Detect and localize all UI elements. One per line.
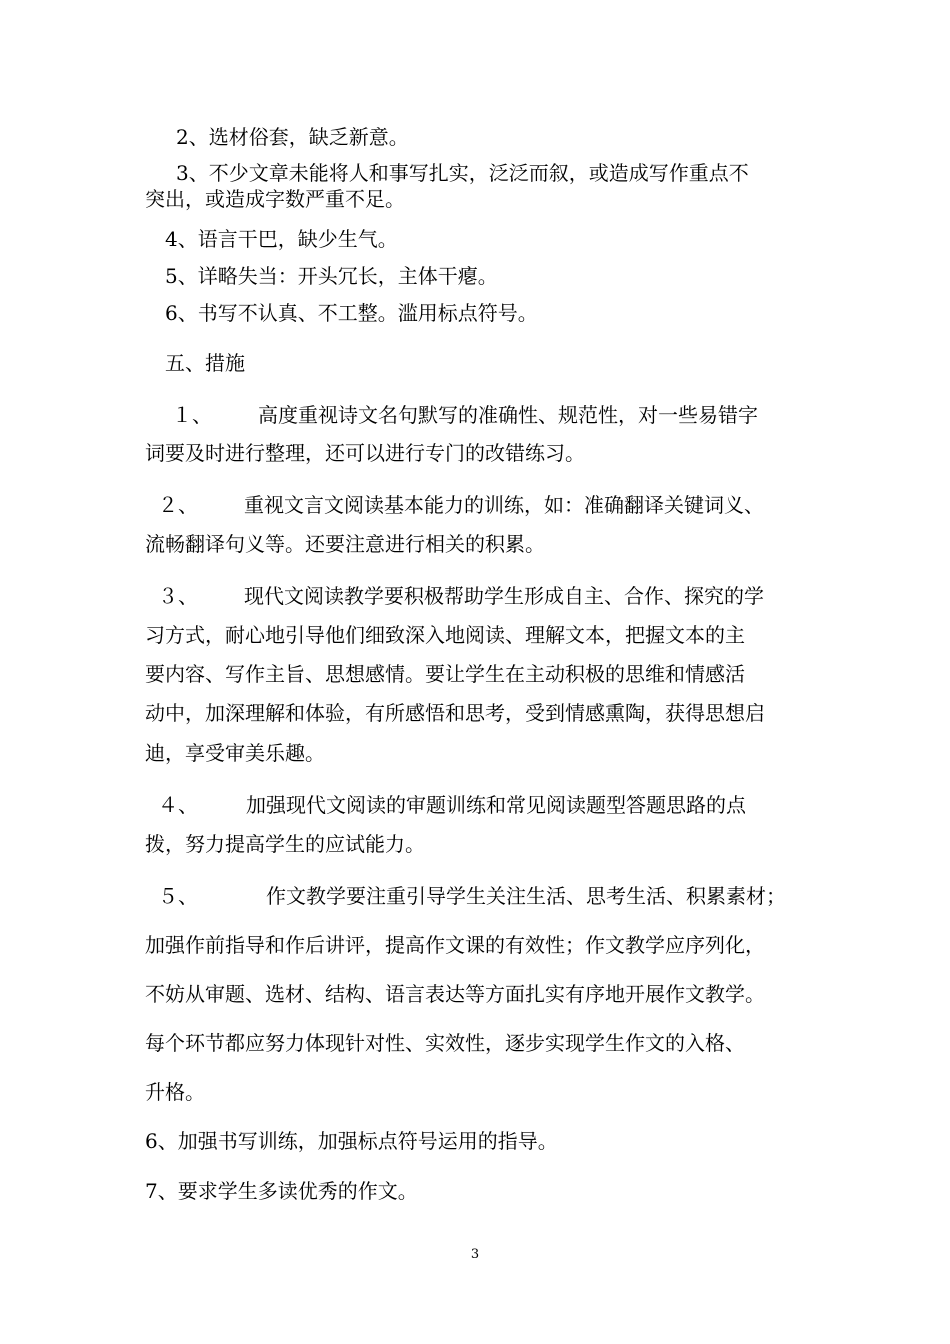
measure-4-text: 加强现代文阅读的审题训练和常见阅读题型答题思路的点	[246, 793, 746, 817]
problem-item-6: 6、书写不认真、不工整。滥用标点符号。	[165, 301, 538, 325]
measure-5-number: ５、	[158, 884, 198, 908]
measure-1-text: 高度重视诗文名句默写的准确性、规范性，对一些易错字	[258, 403, 758, 427]
problem-item-4: 4、语言干巴，缺少生气。	[165, 227, 398, 251]
measure-3-line-2: 习方式，耐心地引导他们细致深入地阅读、理解文本，把握文本的主	[145, 623, 745, 647]
problem-item-2: 2、选材俗套，缺乏新意。	[176, 125, 409, 149]
measure-5-line-2: 加强作前指导和作后讲评，提高作文课的有效性；作文教学应序列化，	[145, 933, 765, 957]
measure-5-line-5: 升格。	[145, 1080, 205, 1104]
measure-4-number: ４、	[158, 793, 198, 817]
problem-item-5: 5、详略失当：开头冗长，主体干瘪。	[165, 264, 498, 288]
measure-2-line-1	[158, 492, 838, 518]
measure-4-line-2: 拨，努力提高学生的应试能力。	[145, 832, 425, 856]
section-heading: 五、措施	[165, 351, 245, 375]
measure-3-line-3: 要内容、写作主旨、思想感情。要让学生在主动积极的思维和情感活	[145, 662, 745, 686]
measure-5-line-3: 不妨从审题、选材、结构、语言表达等方面扎实有序地开展作文教学。	[145, 982, 765, 1006]
measure-2-text: 重视文言文阅读基本能力的训练，如：准确翻译关键词义、	[244, 493, 764, 517]
measure-1-line-2: 词要及时进行整理，还可以进行专门的改错练习。	[145, 441, 585, 465]
measure-5-text: 作文教学要注重引导学生关注生活、思考生活、积累素材；	[266, 884, 786, 908]
measure-7: 7、要求学生多读优秀的作文。	[145, 1179, 418, 1203]
measure-3-line-4: 动中，加深理解和体验，有所感悟和思考，受到情感熏陶，获得思想启	[145, 701, 765, 725]
measure-4-line-1	[158, 792, 838, 818]
measure-2-line-2: 流畅翻译句义等。还要注意进行相关的积累。	[145, 532, 545, 556]
measure-3-number: ３、	[158, 584, 198, 608]
measure-5-line-1	[158, 883, 838, 909]
measure-1-number: １、	[172, 403, 212, 427]
measure-6: 6、加强书写训练，加强标点符号运用的指导。	[145, 1129, 558, 1153]
measure-3-line-1	[158, 583, 838, 609]
measure-3-line-5: 迪，享受审美乐趣。	[145, 741, 325, 765]
measure-2-number: ２、	[158, 493, 198, 517]
measure-1-line-1	[172, 402, 852, 428]
problem-item-3-line-2: 突出，或造成字数严重不足。	[145, 187, 405, 211]
measure-5-line-4: 每个环节都应努力体现针对性、实效性，逐步实现学生作文的入格、	[145, 1031, 745, 1055]
problem-item-3-line-1: 3、不少文章未能将人和事写扎实，泛泛而叙，或造成写作重点不	[176, 161, 749, 185]
measure-3-text: 现代文阅读教学要积极帮助学生形成自主、合作、探究的学	[244, 584, 764, 608]
page-number: 3	[470, 1247, 480, 1262]
